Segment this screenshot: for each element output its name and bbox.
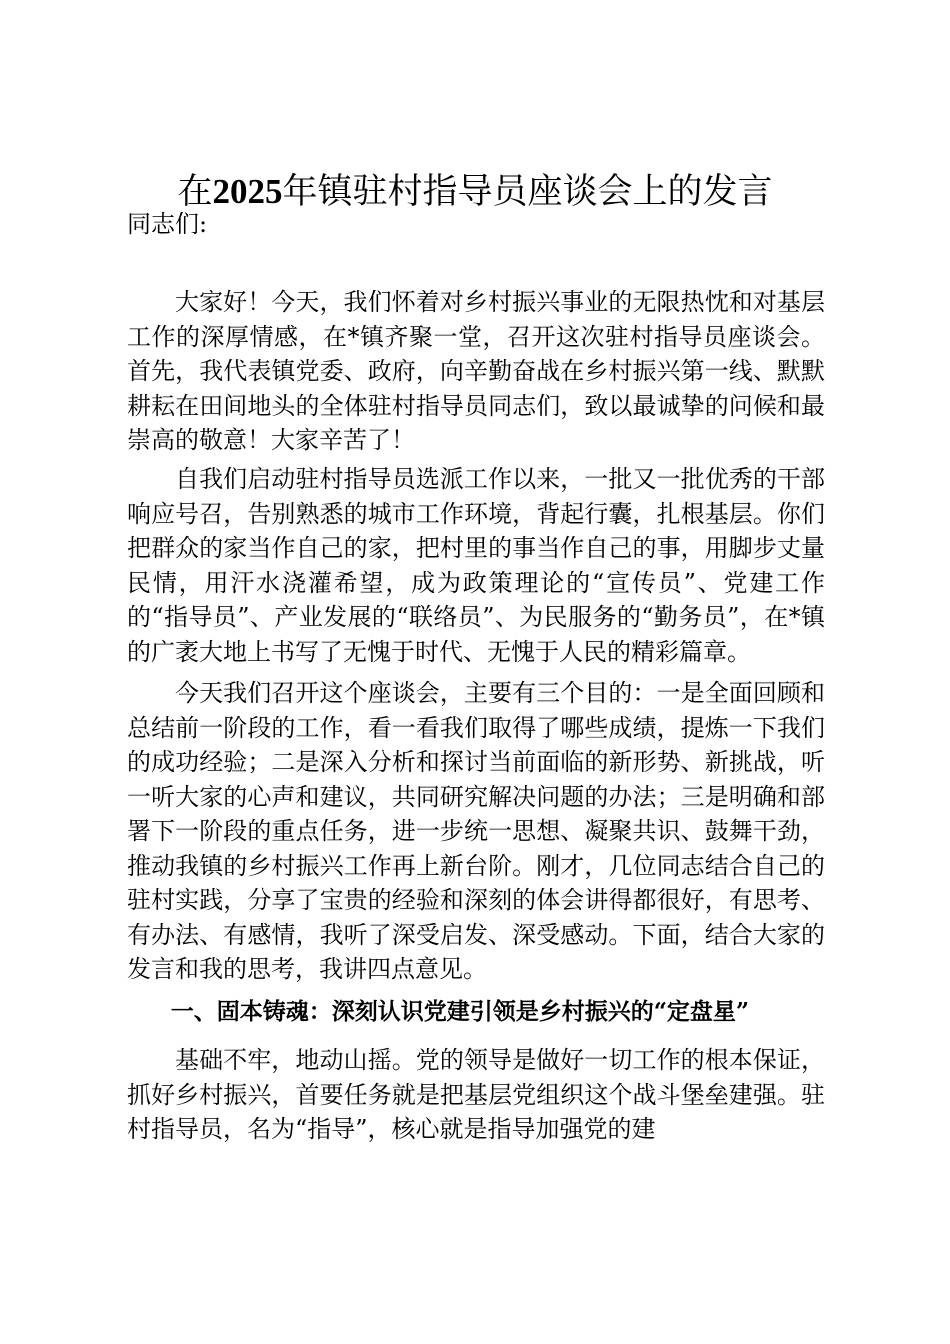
section-heading: 一、固本铸魂：深刻认识党建引领是乡村振兴的“定盘星” [170, 998, 750, 1025]
title-suffix: 年镇驻村指导员座谈会上的发言 [282, 172, 773, 212]
paragraph-purpose: 今天我们召开这个座谈会，主要有三个目的：一是全面回顾和总结前一阶段的工作，看一看我们取得了哪些成绩，提炼一下我们的成功经验；二是深入分析和探讨当前面临的新形势、新挑战，听一听大家的心声和建议，共同研究解决问题的办法；三是明确和部署下一阶段的重点任务，进一步统一思想、凝聚共识、鼓舞干劲，推动我镇的乡村振兴工作再上新台阶。刚才，几位同志结合自己的驻村实践，分享了宝贵的经验和深刻的体会讲得都很好，有思考、有办法、有感情，我听了深受启发、深受感动。下面，结合大家的发言和我的思考，我讲四点意见。 [127, 679, 825, 983]
paragraph-section-one: 基础不牢，地动山摇。党的领导是做好一切工作的根本保证，抓好乡村振兴，首要任务就是把基层党组织这个战斗堡垒建强。驻村指导员，名为“指导”，核心就是指导加强党的建 [127, 1046, 825, 1143]
title-prefix: 在 [177, 172, 213, 212]
paragraph-achievements: 自我们启动驻村指导员选派工作以来，一批又一批优秀的干部响应号召，告别熟悉的城市工作环境，背起行囊，扎根基层。你们把群众的家当作自己的家，把村里的事当作自己的事，用脚步丈量民情，用汗水浇灌希望，成为政策理论的“宣传员”、党建工作的“指导员”、产业发展的“联络员”、为民服务的“勤务员”，在*镇的广袤大地上书写了无愧于时代、无愧于人民的精彩篇章。 [127, 465, 825, 666]
title-year: 2025 [212, 172, 283, 211]
paragraph-greeting: 大家好！今天，我们怀着对乡村振兴事业的无限热忱和对基层工作的深厚情感，在*镇齐聚一堂，召开这次驻村指导员座谈会。首先，我代表镇党委、政府，向辛勤奋战在乡村振兴第一线、默默耕耘在田间地头的全体驻村指导员同志们，致以最诚挚的问候和最崇高的敬意！大家辛苦了！ [127, 288, 825, 454]
salutation: 同志们: [127, 210, 208, 238]
